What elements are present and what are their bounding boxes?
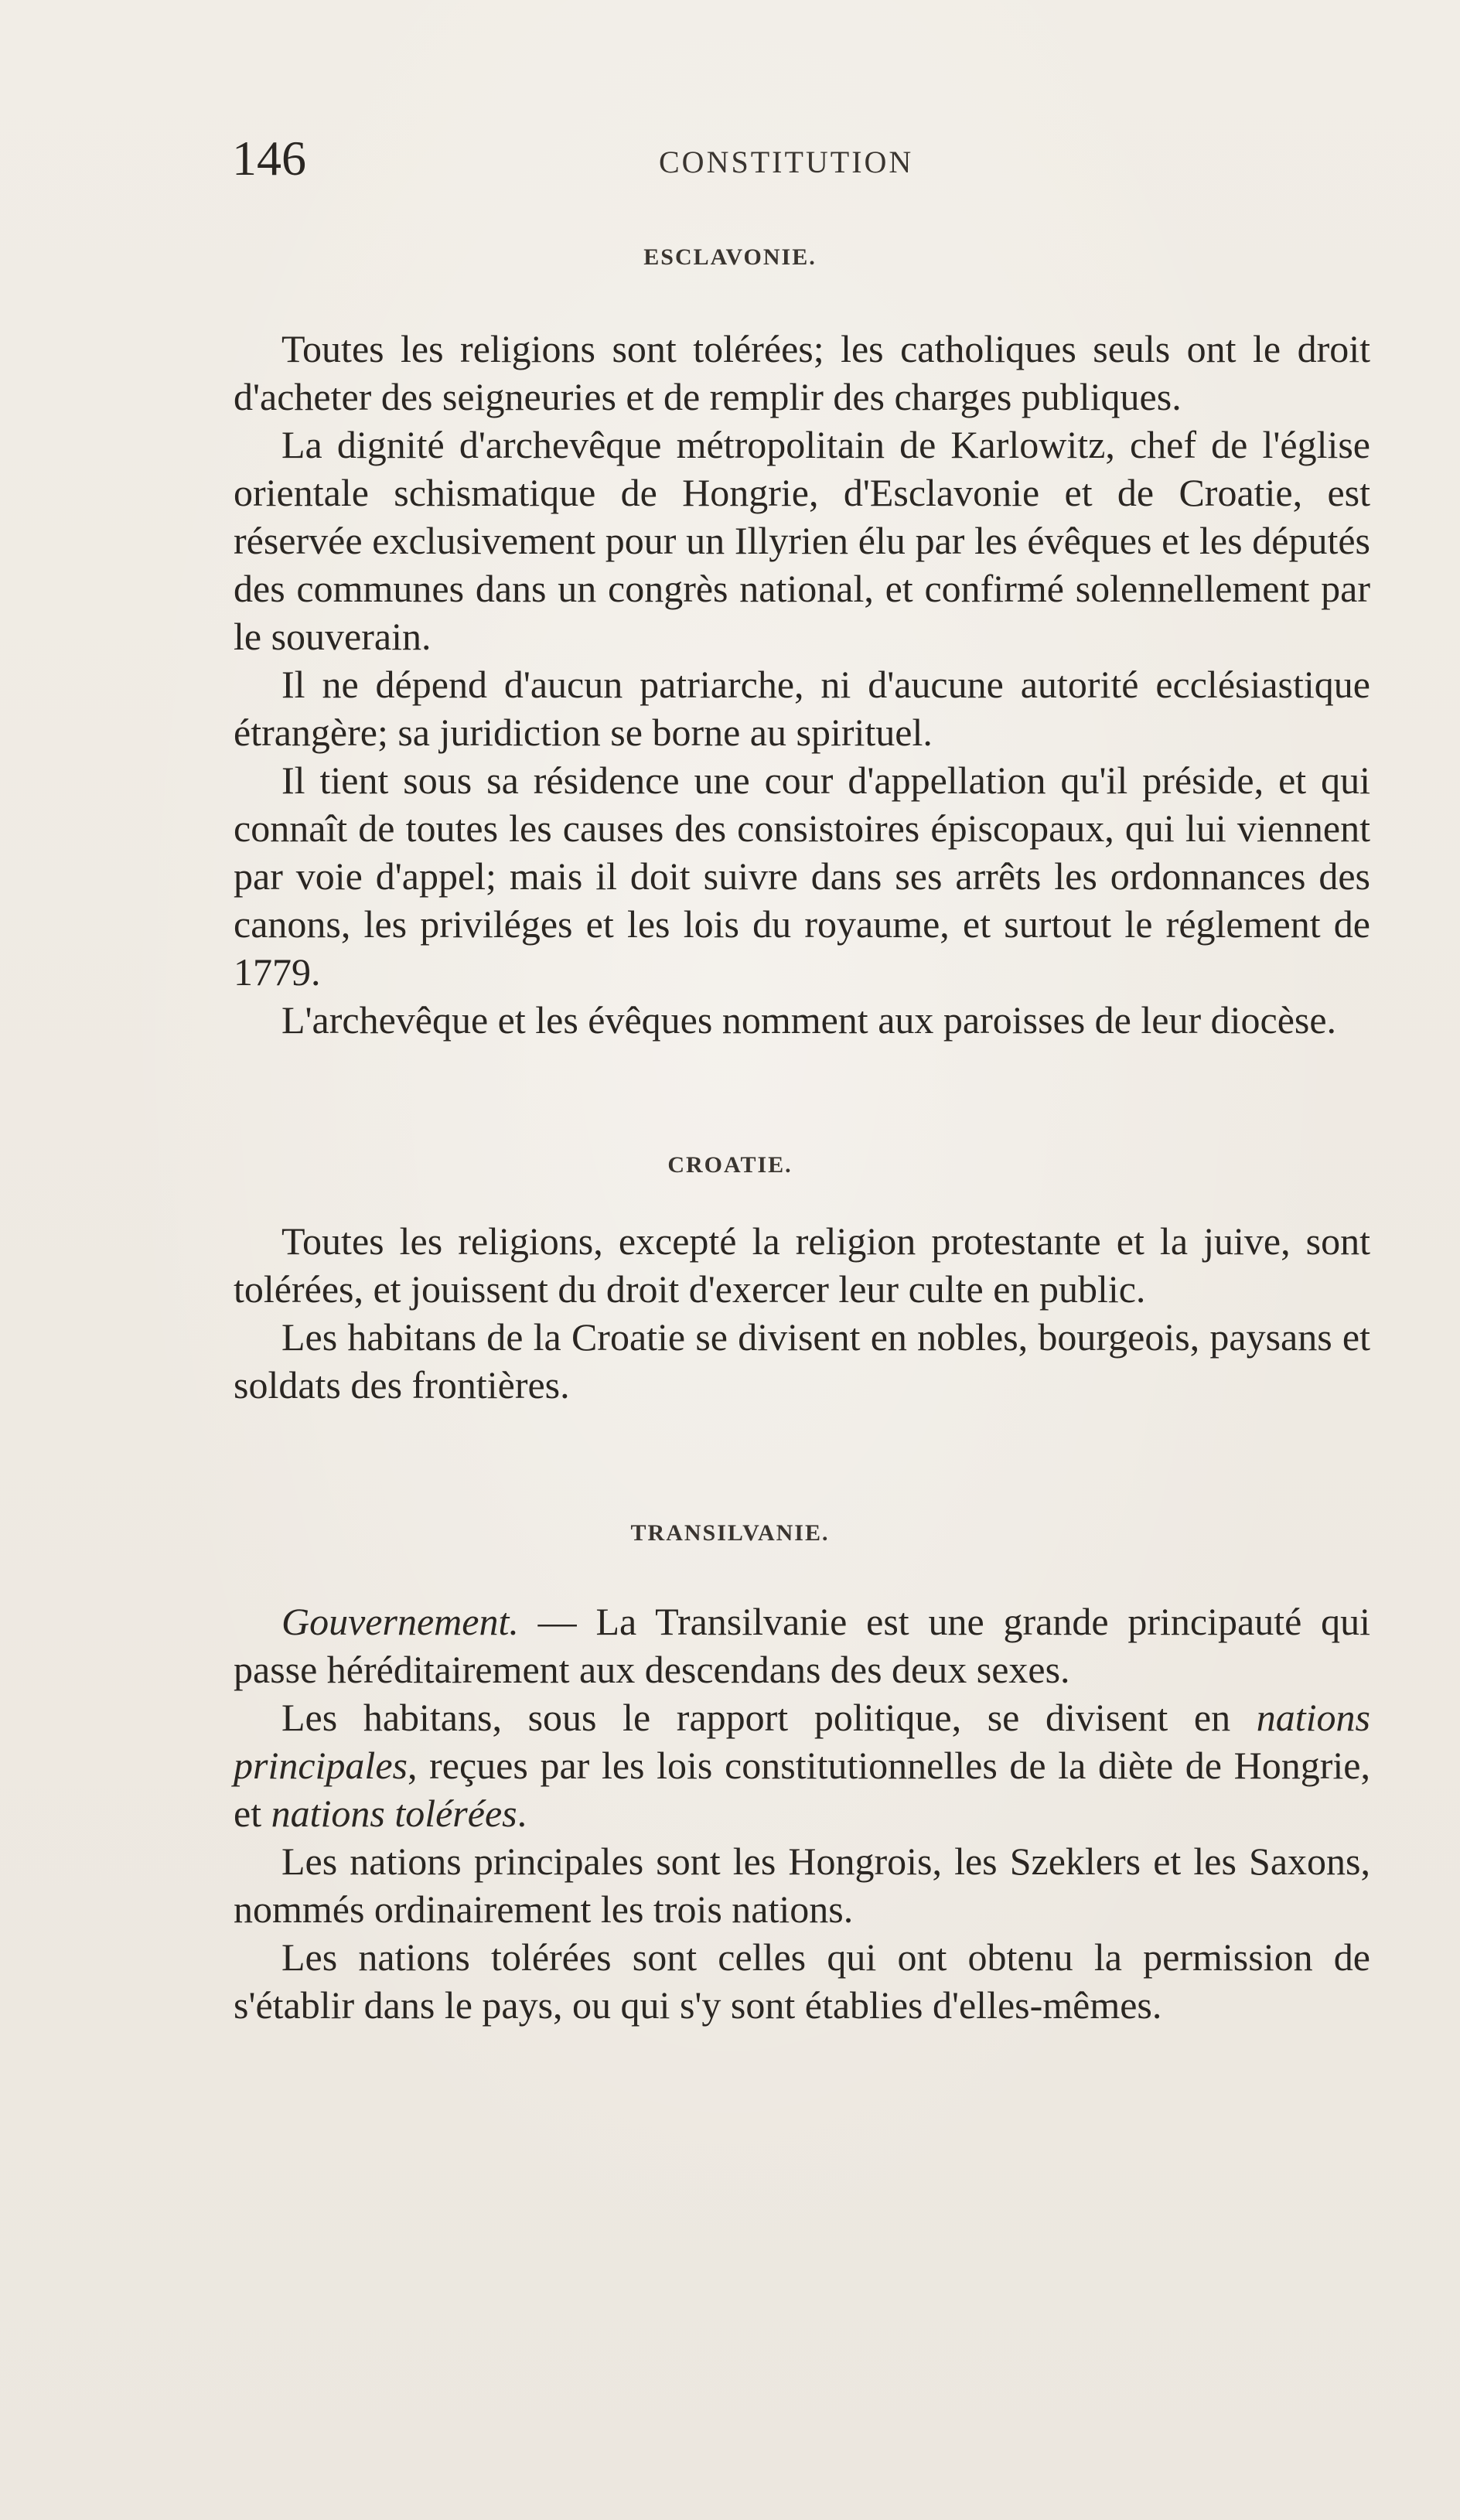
- running-head: [232, 130, 1392, 192]
- paragraph: L'archevêque et les évêques nomment aux paroisses de leur diocèse.: [281, 998, 1337, 1042]
- page-number: 146: [232, 131, 306, 186]
- paragraph: La dignité d'archevêque métropolitain de Karlowitz, chef de l'église orientale schismatique de Hongrie, d'Esclavonie et de Croatie, est réservée exclusivement pour un Illyrien élu par les évêques et les députés des communes dans un congrès national, et confirmé solennellement par le souverain.: [234, 423, 1370, 658]
- paragraph-text: , reçues par les lois constitutionnelles de la diète de Hongrie, et: [234, 1744, 1370, 1835]
- running-title: CONSTITUTION: [659, 145, 914, 179]
- paragraph: Les nations principales sont les Hongrois, les Szeklers et les Saxons, nommés ordinairement les trois nations.: [234, 1840, 1370, 1931]
- paragraph-text: — La Transilvanie est une grande principauté qui passe héréditairement aux descendans des deux sexes.: [234, 1600, 1370, 1691]
- italic-term: nations tolérées: [271, 1792, 517, 1835]
- paragraph: [234, 1598, 1370, 1693]
- paragraph: Toutes les religions sont tolérées; les catholiques seuls ont le droit d'acheter des seigneuries et de remplir des charges publiques.: [234, 327, 1370, 418]
- paragraph: Toutes les religions, excepté la religion protestante et la juive, sont tolérées, et jouissent du droit d'exercer leur culte en public.: [234, 1219, 1370, 1311]
- italic-term: nations principales: [234, 1696, 1370, 1787]
- paragraph-text: Les habitans, sous le rapport politique, se divisent en: [281, 1696, 1257, 1739]
- section-body-croatie: [234, 1217, 1370, 1409]
- paragraph: Il ne dépend d'aucun patriarche, ni d'aucune autorité ecclésiastique étrangère; sa juridiction se borne au spirituel.: [234, 663, 1370, 754]
- paragraph-text: .: [517, 1792, 527, 1835]
- section-heading-croatie: CROATIE.: [667, 1152, 793, 1178]
- paragraph: Les nations tolérées sont celles qui ont obtenu la permission de s'établir dans le pays, ou qui s'y sont établies d'elles-mêmes.: [234, 1935, 1370, 2027]
- section-body-esclavonie: [234, 325, 1370, 1044]
- section-heading-transilvanie: TRANSILVANIE.: [630, 1520, 830, 1546]
- paragraph: Les habitans de la Croatie se divisent en nobles, bourgeois, paysans et soldats des frontières.: [234, 1315, 1370, 1407]
- italic-lead: Gouvernement.: [281, 1600, 519, 1643]
- paragraph: Il tient sous sa résidence une cour d'appellation qu'il préside, et qui connaît de toutes les causes des consistoires épiscopaux, qui lui viennent par voie d'appel; mais il doit suivre dans ses arrêts les ordonnances des canons, les priviléges et les lois du royaume, et surtout le réglement de 1779.: [234, 759, 1370, 994]
- section-body-transilvanie: [234, 1598, 1370, 2029]
- section-heading-esclavonie: ESCLAVONIE.: [643, 244, 817, 270]
- paragraph: [234, 1693, 1370, 1837]
